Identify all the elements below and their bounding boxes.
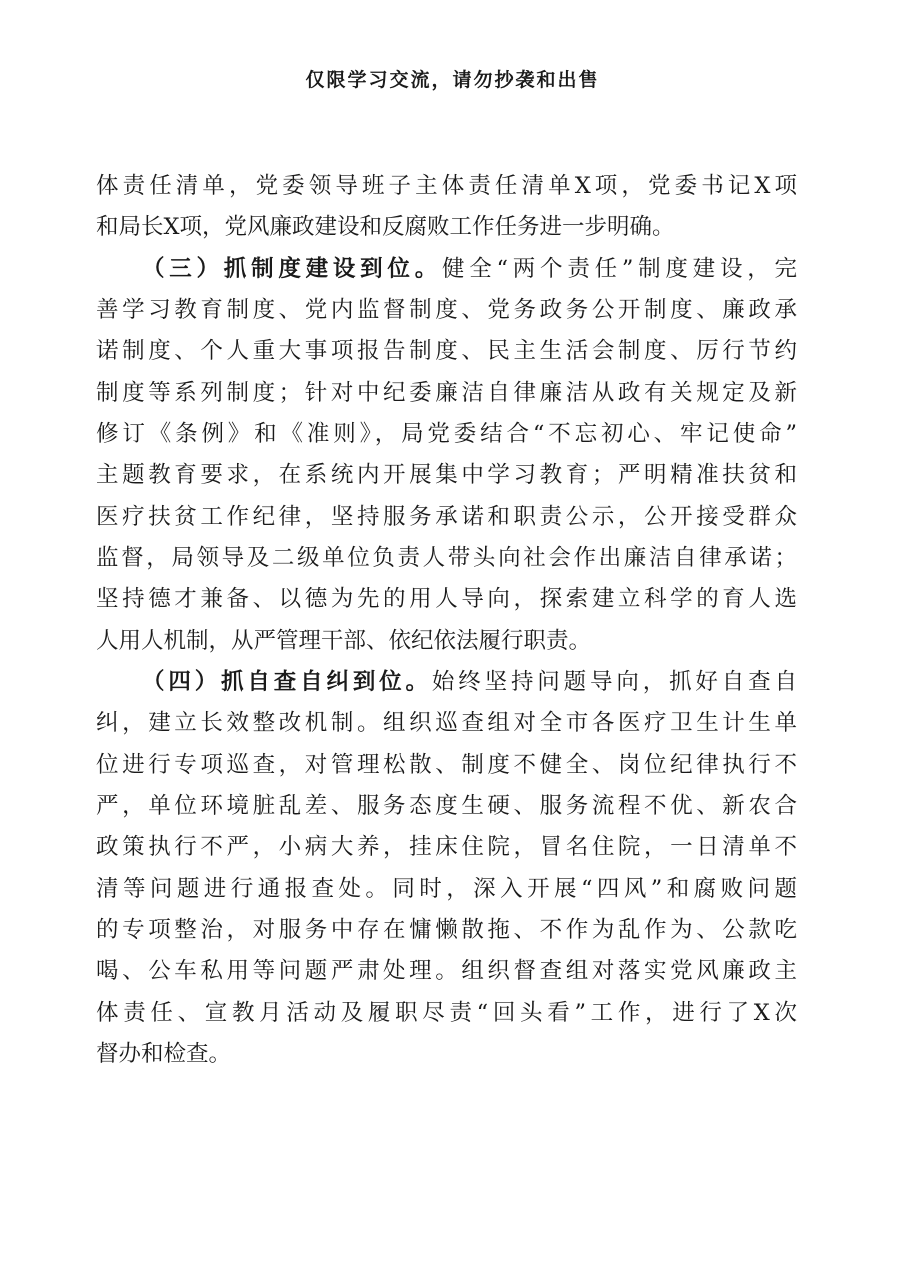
text-line: 的专项整治，对服务中存在慵懒散拖、不作为乱作为、公款吃 — [96, 916, 797, 943]
text-line: 清等问题进行通报查处。同时，深入开展“四风”和腐败问题 — [96, 875, 797, 902]
section-heading-line — [96, 662, 797, 703]
document-body — [96, 166, 797, 1075]
text-line: 纠，建立长效整改机制。组织巡查组对全市各医疗卫生计生单 — [96, 710, 797, 737]
watermark-header: 仅限学习交流，请勿抄袭和出售 — [305, 69, 600, 91]
text-line: 制度等系列制度；针对中纪委廉洁自律廉洁从政有关规定及新 — [96, 379, 797, 406]
text-line: 医疗扶贫工作纪律，坚持服务承诺和职责公示，公开接受群众 — [96, 503, 797, 530]
text-line: 位进行专项巡查，对管理松散、制度不健全、岗位纪律执行不 — [96, 751, 797, 778]
section-text: 始终坚持问题导向，抓好自查自 — [431, 668, 797, 695]
text-line: 监督，局领导及二级单位负责人带头向社会作出廉洁自律承诺； — [96, 544, 797, 571]
section-text: 健全“两个责任”制度建设，完 — [441, 255, 797, 282]
section-heading-line — [96, 249, 797, 290]
text-line: 督办和检查。 — [96, 1040, 232, 1067]
text-line: 政策执行不严，小病大养，挂床住院，冒名住院，一日清单不 — [96, 834, 797, 861]
text-line: 喝、公车私用等问题严肃处理。组织督查组对落实党风廉政主 — [96, 958, 797, 985]
text-line: 和局长X项，党风廉政建设和反腐败工作任务进一步明确。 — [96, 214, 675, 241]
text-line: 体责任清单，党委领导班子主体责任清单X项，党委书记X项 — [96, 173, 797, 199]
text-line: 修订《条例》和《准则》，局党委结合“不忘初心、牢记使命” — [96, 420, 797, 447]
text-line: 善学习教育制度、党内监督制度、党务政务公开制度、廉政承 — [96, 296, 797, 323]
section-heading: （三）抓制度建设到位。 — [142, 255, 442, 282]
text-line: 严，单位环境脏乱差、服务态度生硬、服务流程不优、新农合 — [96, 792, 797, 819]
section-heading: （四）抓自查自纠到位。 — [142, 668, 432, 695]
text-line: 诺制度、个人重大事项报告制度、民主生活会制度、厉行节约 — [96, 338, 797, 365]
text-line: 坚持德才兼备、以德为先的用人导向，探索建立科学的育人选 — [96, 586, 797, 613]
text-line: 主题教育要求，在系统内开展集中学习教育；严明精准扶贫和 — [96, 462, 797, 489]
text-line: 体责任、宣教月活动及履职尽责“回头看”工作，进行了X次 — [96, 999, 797, 1026]
text-line: 人用人机制，从严管理干部、依纪依法履行职责。 — [96, 627, 592, 654]
